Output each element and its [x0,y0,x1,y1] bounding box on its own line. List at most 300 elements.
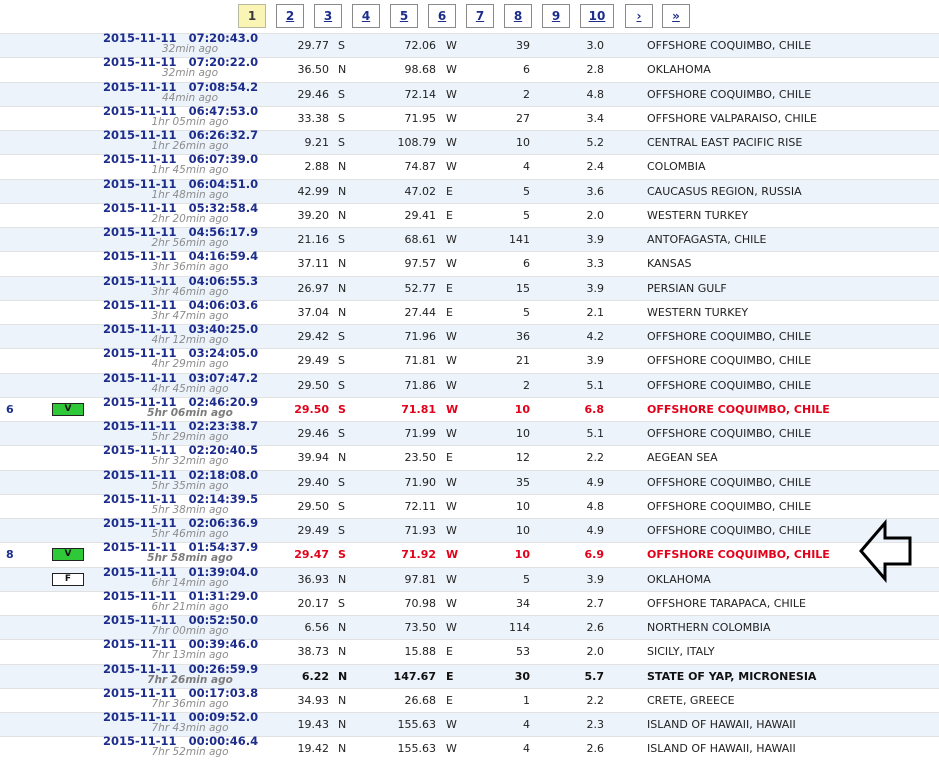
region[interactable]: ISLAND OF HAWAII, HAWAII [647,718,796,731]
latitude: 36.50 [297,63,329,77]
magnitude: 3.9 [586,281,604,295]
table-row [0,661,939,688]
lon-hemisphere: E [446,693,453,707]
longitude: 72.11 [404,499,436,513]
magnitude: 6.8 [584,402,604,416]
time-text[interactable]: 02:06:36.9 [188,516,259,530]
longitude: 155.63 [397,718,436,731]
lon-hemisphere: W [446,257,457,271]
date-text[interactable]: 2015-11-11 [103,346,177,361]
table-row [0,445,939,469]
region[interactable]: STATE OF YAP, MICRONESIA [647,669,817,683]
longitude: 97.81 [404,572,436,586]
region[interactable]: OFFSHORE COQUIMBO, CHILE [647,499,812,513]
page-9-link[interactable]: 9 [542,4,570,28]
elapsed-time: 6hr 21min ago [151,600,229,613]
table-row [0,154,939,178]
longitude: 108.79 [397,136,436,149]
time-text[interactable]: 03:40:25.0 [188,322,259,336]
datetime-link[interactable] [103,299,263,311]
magnitude: 3.9 [586,354,604,368]
date-text[interactable]: 2015-11-11 [103,685,177,700]
date-text[interactable]: 2015-11-11 [103,394,177,409]
region[interactable]: CAUCASUS REGION, RUSSIA [647,184,802,198]
lat-hemisphere: N [338,184,347,198]
lat-hemisphere: N [338,281,347,295]
table-row [0,273,939,300]
longitude: 68.61 [404,233,436,246]
felt-badge[interactable]: F [52,573,84,586]
latitude: 29.47 [294,548,329,562]
region[interactable]: PERSIAN GULF [647,281,727,295]
time-text[interactable]: 02:14:39.5 [188,491,259,506]
table-row [0,467,939,494]
longitude: 47.02 [404,184,436,198]
lon-hemisphere: W [446,111,457,125]
region[interactable]: KANSAS [647,257,692,271]
elapsed-time: 2hr 20min ago [151,212,229,225]
lat-hemisphere: S [338,39,345,52]
region[interactable]: AEGEAN SEA [647,451,718,465]
table-row [0,79,939,106]
lon-hemisphere: W [446,427,457,440]
depth: 10 [516,499,530,513]
pagination-bar [0,0,939,33]
longitude: 73.50 [404,621,436,634]
time-text[interactable]: 06:26:32.7 [188,128,259,142]
lon-hemisphere: E [446,645,453,659]
region[interactable]: OKLAHOMA [647,572,711,586]
latitude: 37.04 [297,305,329,319]
page-5-link[interactable]: 5 [390,4,418,28]
latitude: 29.40 [297,475,329,489]
lat-hemisphere: N [338,669,348,683]
lat-hemisphere: S [338,87,345,101]
table-row [0,57,939,81]
lon-hemisphere: W [446,160,457,174]
elapsed-time: 7hr 36min ago [151,697,229,710]
lon-hemisphere: W [446,621,457,634]
table-row [0,227,939,251]
longitude: 71.95 [404,111,436,125]
datetime-link[interactable] [103,275,263,287]
time-text[interactable]: 04:56:17.9 [188,225,259,239]
date-text[interactable]: 2015-11-11 [103,225,177,239]
table-row [0,176,939,203]
lat-hemisphere: S [338,499,345,513]
region[interactable]: OFFSHORE COQUIMBO, CHILE [647,330,812,343]
region[interactable]: OFFSHORE COQUIMBO, CHILE [647,427,812,440]
longitude: 98.68 [404,63,436,77]
magnitude: 4.8 [586,87,604,101]
depth: 21 [516,354,530,368]
date-text[interactable]: 2015-11-11 [103,79,177,94]
time-text[interactable]: 04:06:55.3 [188,273,259,288]
datetime-link[interactable] [103,372,263,384]
magnitude: 2.4 [586,160,604,174]
depth: 4 [523,160,530,174]
latitude: 19.42 [297,742,329,756]
date-text[interactable]: 2015-11-11 [103,200,177,215]
latitude: 29.50 [297,499,329,513]
arrow-left-outline-icon [858,519,914,583]
lon-hemisphere: W [446,354,457,368]
table-row [0,370,939,397]
lon-hemisphere: W [446,596,457,610]
table-row [0,712,939,736]
elapsed-time: 7hr 26min ago [147,673,233,686]
depth: 10 [516,136,530,149]
lat-hemisphere: N [338,160,347,174]
depth: 6 [523,257,530,271]
latitude: 9.21 [304,136,329,149]
time-text[interactable]: 02:18:08.0 [188,467,259,482]
page-1-link[interactable]: 1 [238,4,266,28]
datetime-link[interactable] [103,493,263,505]
page-8-link[interactable]: 8 [504,4,532,28]
datetime-link[interactable] [103,178,263,190]
lat-hemisphere: N [338,257,347,271]
lon-hemisphere: E [446,305,453,319]
date-text[interactable]: 2015-11-11 [103,637,177,652]
time-text[interactable]: 00:17:03.8 [188,685,259,700]
magnitude: 2.6 [586,621,604,634]
rank-label: 8 [6,548,14,562]
time-text[interactable]: 06:47:53.0 [188,103,259,118]
page-3-link[interactable]: 3 [314,4,342,28]
page-10-link[interactable]: 10 [580,4,614,28]
longitude: 71.86 [404,378,436,392]
lat-hemisphere: S [338,111,345,125]
time-text[interactable]: 00:26:59.9 [188,661,259,676]
depth: 6 [523,63,530,77]
magnitude: 2.1 [586,305,604,319]
longitude: 52.77 [404,281,436,295]
video-badge[interactable]: V [52,403,84,416]
magnitude: 4.9 [586,475,604,489]
table-row [0,251,939,275]
date-text[interactable]: 2015-11-11 [103,103,177,118]
lat-hemisphere: S [338,354,345,368]
date-text[interactable]: 2015-11-11 [103,152,177,167]
region[interactable]: WESTERN TURKEY [647,208,749,222]
magnitude: 2.8 [586,63,604,77]
elapsed-time: 1hr 05min ago [151,115,229,128]
region[interactable]: OKLAHOMA [647,63,711,77]
depth: 2 [523,378,530,392]
longitude: 71.90 [404,475,436,489]
date-text[interactable]: 2015-11-11 [103,443,177,458]
region[interactable]: OFFSHORE COQUIMBO, CHILE [647,548,830,562]
time-text[interactable]: 03:07:47.2 [188,370,259,385]
date-text[interactable]: 2015-11-11 [103,322,177,336]
lon-hemisphere: W [446,87,457,101]
time-text[interactable]: 01:54:37.9 [188,540,259,555]
region[interactable]: NORTHERN COLOMBIA [647,621,771,634]
rank-label: 6 [6,402,14,416]
datetime-link[interactable] [103,663,263,675]
longitude: 97.57 [404,257,436,271]
magnitude: 6.9 [584,548,604,562]
time-text[interactable]: 00:09:52.0 [188,710,259,724]
magnitude: 5.1 [586,427,604,440]
magnitude: 4.2 [586,330,604,343]
lon-hemisphere: W [446,548,459,562]
table-row [0,564,939,591]
lon-hemisphere: W [446,499,457,513]
time-text[interactable]: 07:20:22.0 [188,55,259,70]
time-text[interactable]: 07:20:43.0 [188,31,259,45]
date-text[interactable]: 2015-11-11 [103,734,177,749]
datetime-link[interactable] [103,566,263,578]
date-text[interactable]: 2015-11-11 [103,370,177,385]
table-row [0,348,939,372]
table-row [0,200,939,227]
elapsed-time: 4hr 29min ago [151,358,229,371]
region[interactable]: OFFSHORE COQUIMBO, CHILE [647,354,812,368]
elapsed-time: 5hr 32min ago [151,455,229,468]
magnitude: 3.9 [586,233,604,246]
lon-hemisphere: W [446,572,457,586]
page-4-link[interactable]: 4 [352,4,380,28]
depth: 53 [516,645,530,659]
lat-hemisphere: S [338,233,345,246]
longitude: 15.88 [404,645,436,659]
time-text[interactable]: 05:32:58.4 [188,200,259,215]
magnitude: 5.1 [586,378,604,392]
time-text[interactable]: 02:20:40.5 [188,443,259,458]
region[interactable]: ISLAND OF HAWAII, HAWAII [647,742,796,756]
latitude: 29.42 [297,330,329,343]
time-text[interactable]: 01:31:29.0 [188,588,259,603]
depth: 35 [516,475,530,489]
date-text[interactable]: 2015-11-11 [103,564,177,579]
date-text[interactable]: 2015-11-11 [103,31,177,45]
date-text[interactable]: 2015-11-11 [103,516,177,530]
magnitude: 4.9 [586,524,604,537]
datetime-link[interactable] [103,396,263,408]
latitude: 29.77 [297,39,329,52]
table-row [0,639,939,663]
time-text[interactable]: 00:39:46.0 [188,637,259,652]
page-6-link[interactable]: 6 [428,4,456,28]
lat-hemisphere: S [338,596,345,610]
lat-hemisphere: S [338,330,345,343]
elapsed-time: 44min ago [161,91,219,104]
latitude: 20.17 [297,596,329,610]
region[interactable]: CENTRAL EAST PACIFIC RISE [647,136,803,149]
region[interactable]: OFFSHORE COQUIMBO, CHILE [647,524,812,537]
lat-hemisphere: N [338,208,347,222]
table-row [0,421,939,445]
date-text[interactable]: 2015-11-11 [103,419,177,433]
lat-hemisphere: N [338,572,347,586]
longitude: 72.14 [404,87,436,101]
last-page-link[interactable]: » [662,4,690,28]
elapsed-time: 5hr 58min ago [147,552,233,565]
elapsed-time: 32min ago [161,67,219,80]
datetime-link[interactable] [103,202,263,214]
longitude: 71.81 [404,354,436,368]
depth: 12 [516,451,530,465]
depth: 30 [514,669,530,683]
lon-hemisphere: W [446,233,457,246]
latitude: 39.20 [297,208,329,222]
depth: 10 [516,524,530,537]
time-text[interactable]: 02:23:38.7 [188,419,259,433]
longitude: 23.50 [404,451,436,465]
depth: 5 [523,305,530,319]
time-text[interactable]: 00:52:50.0 [188,613,259,627]
video-badge[interactable]: V [52,548,84,561]
table-row [0,518,939,542]
depth: 141 [509,233,530,246]
date-text[interactable]: 2015-11-11 [103,710,177,724]
date-text[interactable]: 2015-11-11 [103,467,177,482]
next-page-link[interactable]: › [625,4,653,28]
depth: 10 [514,548,530,562]
longitude: 155.63 [397,742,436,756]
elapsed-time: 7hr 13min ago [151,649,229,662]
magnitude: 5.7 [584,669,604,683]
region[interactable]: OFFSHORE COQUIMBO, CHILE [647,39,812,52]
latitude: 36.93 [297,572,329,586]
lon-hemisphere: E [446,451,453,465]
magnitude: 3.9 [586,572,604,586]
latitude: 29.50 [297,378,329,392]
magnitude: 2.6 [586,742,604,756]
datetime-link[interactable] [103,81,263,93]
table-row [0,736,939,760]
date-text[interactable]: 2015-11-11 [103,491,177,506]
region[interactable]: OFFSHORE COQUIMBO, CHILE [647,87,812,101]
datetime-link[interactable] [103,105,263,117]
longitude: 29.41 [404,208,436,222]
region[interactable]: ANTOFAGASTA, CHILE [647,233,767,246]
date-text[interactable]: 2015-11-11 [103,128,177,142]
elapsed-time: 4hr 45min ago [151,382,229,395]
longitude: 71.92 [401,548,436,562]
date-text[interactable]: 2015-11-11 [103,176,177,191]
latitude: 6.22 [301,669,329,683]
region[interactable]: OFFSHORE VALPARAISO, CHILE [647,111,817,125]
latitude: 33.38 [297,111,329,125]
elapsed-time: 1hr 26min ago [151,140,229,152]
lat-hemisphere: N [338,451,347,465]
region[interactable]: OFFSHORE COQUIMBO, CHILE [647,475,812,489]
table-row [0,33,939,57]
lat-hemisphere: N [338,305,347,319]
depth: 4 [523,742,530,756]
elapsed-time: 1hr 48min ago [151,188,229,201]
page-2-link[interactable]: 2 [276,4,304,28]
table-row [0,588,939,615]
latitude: 26.97 [297,281,329,295]
latitude: 29.46 [297,87,329,101]
depth: 114 [509,621,530,634]
datetime-link[interactable] [103,590,263,602]
region[interactable]: WESTERN TURKEY [647,305,749,319]
latitude: 29.50 [294,402,329,416]
elapsed-time: 5hr 35min ago [151,479,229,492]
datetime-link[interactable] [103,469,263,481]
lon-hemisphere: E [446,208,453,222]
latitude: 29.49 [297,354,329,368]
date-text[interactable]: 2015-11-11 [103,661,177,676]
region[interactable]: OFFSHORE COQUIMBO, CHILE [647,378,812,392]
region[interactable]: OFFSHORE TARAPACA, CHILE [647,596,806,610]
time-text[interactable]: 07:08:54.2 [188,79,259,94]
time-text[interactable]: 04:16:59.4 [188,249,259,264]
magnitude: 2.7 [586,596,604,610]
lon-hemisphere: W [446,524,457,537]
date-text[interactable]: 2015-11-11 [103,297,177,312]
time-text[interactable]: 01:39:04.0 [188,564,259,579]
region[interactable]: SICILY, ITALY [647,645,715,659]
page-7-link[interactable]: 7 [466,4,494,28]
table-row [0,103,939,130]
elapsed-time: 4hr 12min ago [151,334,229,346]
table-row [0,394,939,421]
date-text[interactable]: 2015-11-11 [103,588,177,603]
date-text[interactable]: 2015-11-11 [103,540,177,555]
lat-hemisphere: N [338,718,347,731]
elapsed-time: 5hr 46min ago [151,528,229,540]
time-text[interactable]: 06:04:51.0 [188,176,259,191]
lat-hemisphere: N [338,693,347,707]
latitude: 21.16 [297,233,329,246]
lon-hemisphere: W [446,39,457,52]
elapsed-time: 7hr 00min ago [151,625,229,637]
lon-hemisphere: E [446,184,453,198]
lat-hemisphere: S [338,136,345,149]
datetime-link[interactable] [103,687,263,699]
magnitude: 2.0 [586,208,604,222]
region[interactable]: CRETE, GREECE [647,693,735,707]
lon-hemisphere: W [446,63,457,77]
time-text[interactable]: 04:06:03.6 [188,297,259,312]
lon-hemisphere: E [446,669,454,683]
elapsed-time: 7hr 52min ago [151,746,229,759]
time-text[interactable]: 02:46:20.9 [188,394,259,409]
time-text[interactable]: 06:07:39.0 [188,152,259,167]
table-row [0,130,939,154]
date-text[interactable]: 2015-11-11 [103,273,177,288]
latitude: 38.73 [297,645,329,659]
depth: 1 [523,693,530,707]
depth: 10 [516,427,530,440]
date-text[interactable]: 2015-11-11 [103,249,177,264]
longitude: 70.98 [404,596,436,610]
depth: 5 [523,572,530,586]
longitude: 74.87 [404,160,436,174]
date-text[interactable]: 2015-11-11 [103,55,177,70]
time-text[interactable]: 00:00:46.4 [188,734,259,749]
elapsed-time: 3hr 47min ago [151,309,229,322]
longitude: 26.68 [404,693,436,707]
region[interactable]: COLOMBIA [647,160,706,174]
lon-hemisphere: W [446,742,457,756]
lat-hemisphere: S [338,402,346,416]
latitude: 37.11 [297,257,329,271]
date-text[interactable]: 2015-11-11 [103,613,177,627]
lat-hemisphere: N [338,63,347,77]
region[interactable]: OFFSHORE COQUIMBO, CHILE [647,402,830,416]
lon-hemisphere: W [446,475,457,489]
time-text[interactable]: 03:24:05.0 [188,346,259,361]
latitude: 19.43 [297,718,329,731]
lat-hemisphere: N [338,645,347,659]
